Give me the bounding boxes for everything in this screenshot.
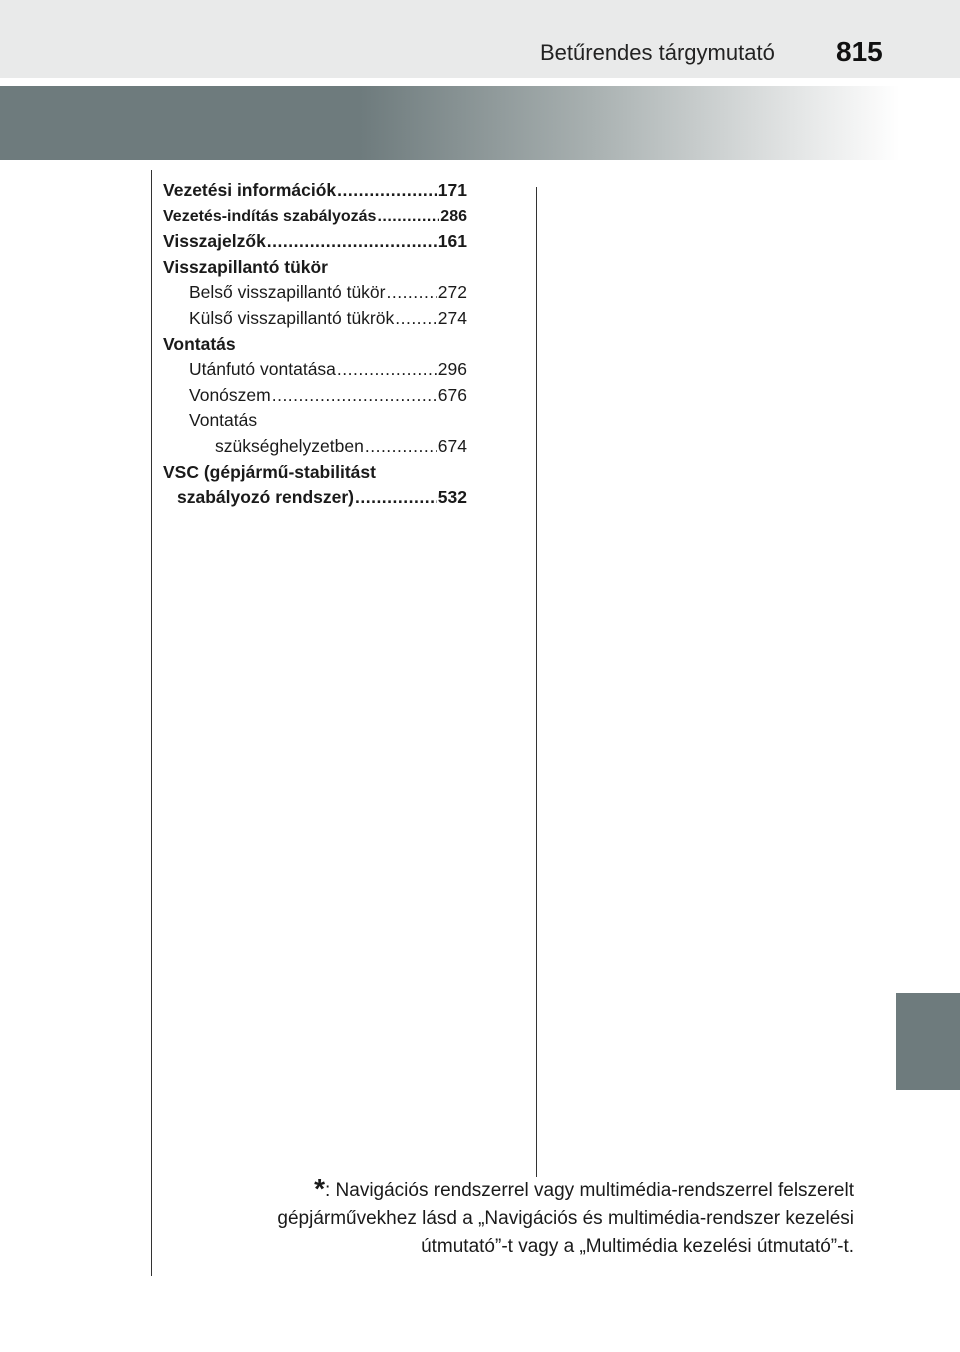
column-divider xyxy=(536,187,537,1177)
index-entry-page: 274 xyxy=(437,307,467,328)
footnote-text: : Navigációs rendszerrel vagy multimédia-rendszerrel felszerelt xyxy=(324,1180,854,1201)
index-heading xyxy=(163,255,467,281)
dot-leader xyxy=(386,280,436,306)
index-entry-term: Vezetés-indítás szabályozás xyxy=(163,207,377,225)
dot-leader xyxy=(337,357,437,383)
index-entry-term: Utánfutó vontatása xyxy=(189,359,336,380)
index-entry[interactable] xyxy=(163,204,467,230)
section-title: Betűrendes tárgymutató xyxy=(540,40,775,65)
index-subentry[interactable] xyxy=(163,383,467,409)
index-list xyxy=(163,178,467,511)
index-entry-term: Vezetési információk xyxy=(163,180,337,200)
index-entry[interactable] xyxy=(163,178,467,204)
dot-leader xyxy=(337,178,437,204)
index-subentry-heading xyxy=(163,408,467,434)
dot-leader xyxy=(355,485,437,511)
index-subentry[interactable] xyxy=(163,434,467,460)
page-number: 815 xyxy=(836,36,883,67)
index-entry-page: 532 xyxy=(437,487,467,508)
index-entry-page: 676 xyxy=(437,384,467,405)
index-entry-term: Vonószem xyxy=(189,384,271,405)
index-heading-term: Vontatás xyxy=(163,333,236,354)
index-entry-continuation[interactable] xyxy=(163,485,467,511)
index-entry-page: 674 xyxy=(437,435,467,456)
dot-leader xyxy=(395,306,437,332)
footnote-line-2: gépjárművekhez lásd a „Navigációs és multimédia-rendszer kezelési xyxy=(277,1208,854,1229)
header-band xyxy=(0,0,960,78)
footnote-line-3: útmutató”-t vagy a „Multimédia kezelési útmutató”-t. xyxy=(421,1236,854,1257)
index-heading-term: Visszapillantó tükör xyxy=(163,256,328,277)
index-heading xyxy=(163,332,467,358)
index-entry-term: Belső visszapillantó tükör xyxy=(189,282,386,303)
index-entry-term: szabályozó rendszer) xyxy=(177,487,354,508)
index-entry-term: Vontatás xyxy=(189,410,258,431)
index-entry-page: 161 xyxy=(437,231,467,252)
index-entry[interactable] xyxy=(163,229,467,255)
index-entry-term: szükséghelyzetben xyxy=(215,435,364,456)
index-entry-term: Külső visszapillantó tükrök xyxy=(189,307,395,328)
section-side-tab xyxy=(896,993,960,1090)
index-entry-page: 171 xyxy=(437,180,467,200)
index-entry xyxy=(163,460,467,486)
index-subentry[interactable] xyxy=(163,306,467,332)
index-entry-page: 296 xyxy=(437,359,467,380)
dot-leader xyxy=(377,204,439,230)
index-subentry[interactable] xyxy=(163,357,467,383)
left-column-rule xyxy=(151,170,152,1276)
footnote-line-1 xyxy=(180,1175,854,1205)
footnote xyxy=(180,1175,854,1261)
dot-leader xyxy=(267,229,437,255)
index-entry-term: Visszajelzők xyxy=(163,231,266,252)
dot-leader xyxy=(365,434,437,460)
index-entry-term: VSC (gépjármű-stabilitást xyxy=(163,461,376,482)
footnote-marker: * xyxy=(314,1173,325,1204)
index-entry-page: 272 xyxy=(437,282,467,303)
dot-leader xyxy=(272,383,437,409)
index-entry-page: 286 xyxy=(440,207,467,225)
decorative-gradient-bar xyxy=(0,86,900,160)
index-subentry[interactable] xyxy=(163,280,467,306)
